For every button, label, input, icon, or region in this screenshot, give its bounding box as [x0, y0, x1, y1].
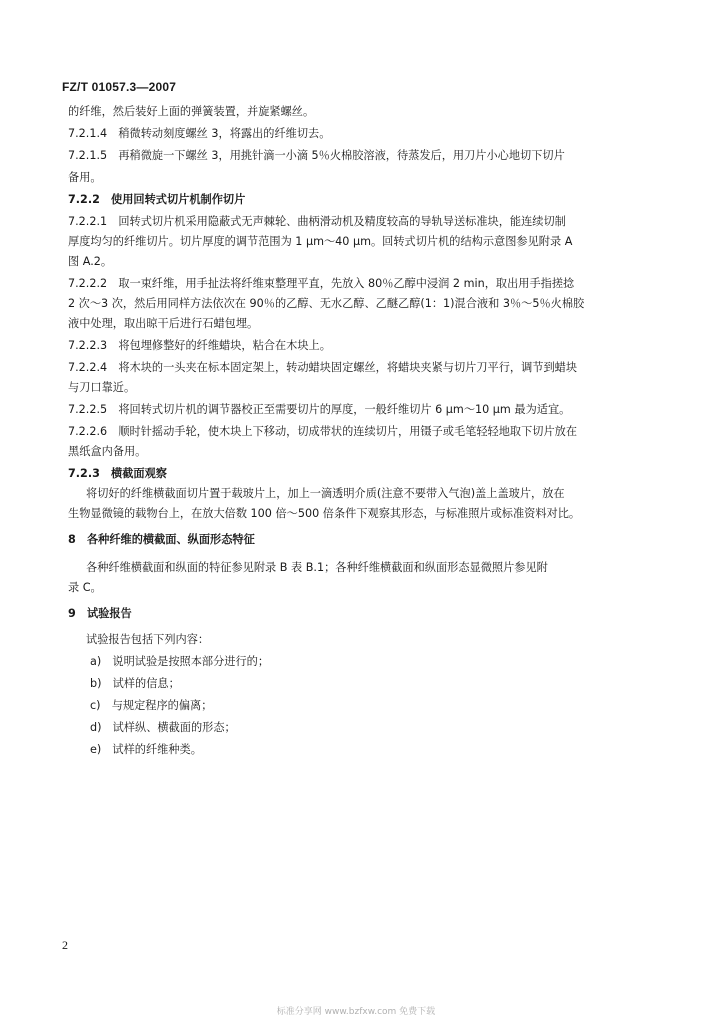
- text-line: 各种纤维横截面和纵面的特征参见附录 B 表 B.1；各种纤维横截面和纵面形态显微照片参见附: [86, 561, 548, 574]
- list-item-c: c) 与规定程序的偏离；: [90, 699, 213, 712]
- text-line: 2 次～3 次，然后用同样方法依次在 90％的乙醇、无水乙醇、乙醚乙醇(1：1)混合液和 3％～5％火棉胶: [68, 297, 585, 310]
- page-number: 2: [62, 938, 68, 952]
- clause-7-2-1-4: 7.2.1.4 稍微转动刻度螺丝 3，将露出的纤维切去。: [68, 127, 331, 140]
- standard-code-header: FZ/T 01057.3—2007: [62, 80, 177, 94]
- list-item-e: e) 试样的纤维种类。: [90, 743, 202, 756]
- text-line: 黑纸盒内备用。: [68, 445, 147, 458]
- text-line: 生物显微镜的载物台上，在放大倍数 100 倍～500 倍条件下观察其形态，与标准照片或标准资料对比。: [68, 507, 581, 520]
- text-line: 的纤维，然后装好上面的弹簧装置，并旋紧螺丝。: [68, 105, 315, 118]
- section-8-heading: 8 各种纤维的横截面、纵面形态特征: [68, 533, 255, 546]
- section-9-heading: 9 试验报告: [68, 607, 132, 620]
- text-line: 液中处理，取出晾干后进行石蜡包埋。: [68, 317, 259, 330]
- text-line: 试验报告包括下列内容：: [86, 633, 210, 646]
- clause-7-2-2-5: 7.2.2.5 将回转式切片机的调节器校正至需要切片的厚度，一般纤维切片 6 μm～10 μm 最为适宜。: [68, 403, 571, 416]
- clause-7-2-3-heading: 7.2.3 横截面观察: [68, 467, 167, 480]
- clause-7-2-2-2: 7.2.2.2 取一束纤维，用手扯法将纤维束整理平直，先放入 80％乙醇中浸润 2 min，取出用手指搓捻: [68, 277, 575, 290]
- clause-7-2-2-6: 7.2.2.6 顺时针摇动手轮，使木块上下移动，切成带状的连续切片，用镊子或毛笔轻轻地取下切片放在: [68, 425, 578, 438]
- clause-7-2-1-5: 7.2.1.5 再稍微旋一下螺丝 3，用挑针滴一小滴 5％火棉胶溶液，待蒸发后，用刀片小心地切下切片: [68, 149, 565, 162]
- text-line: 与刀口靠近。: [68, 381, 136, 394]
- footer-watermark: 标准分享网 www.bzfxw.com 免费下载: [276, 1007, 436, 1017]
- clause-7-2-2-3: 7.2.2.3 将包埋修整好的纤维蜡块，粘合在木块上。: [68, 339, 331, 352]
- clause-7-2-2-1: 7.2.2.1 回转式切片机采用隐蔽式无声棘轮、曲柄滑动机及精度较高的导轨导送标准块，能连续切制: [68, 215, 566, 228]
- text-line: 录 C。: [68, 581, 102, 594]
- list-item-b: b) 试样的信息；: [90, 677, 180, 690]
- text-line: 图 A.2。: [68, 255, 113, 268]
- clause-7-2-2-4: 7.2.2.4 将木块的一头夹在标本固定架上，转动蜡块固定螺丝，将蜡块夹紧与切片刀平行，调节到蜡块: [68, 361, 578, 374]
- text-line: 厚度均匀的纤维切片。切片厚度的调节范围为 1 μm～40 μm。回转式切片机的结构示意图参见附录 A: [68, 235, 573, 248]
- text-line: 备用。: [68, 171, 102, 184]
- clause-7-2-2-heading: 7.2.2 使用回转式切片机制作切片: [68, 193, 246, 206]
- list-item-a: a) 说明试验是按照本部分进行的；: [90, 655, 270, 668]
- text-line: 将切好的纤维横截面切片置于载玻片上，加上一滴透明介质(注意不要带入气泡)盖上盖玻片，放在: [86, 487, 565, 500]
- list-item-d: d) 试样纵、横截面的形态；: [90, 721, 236, 734]
